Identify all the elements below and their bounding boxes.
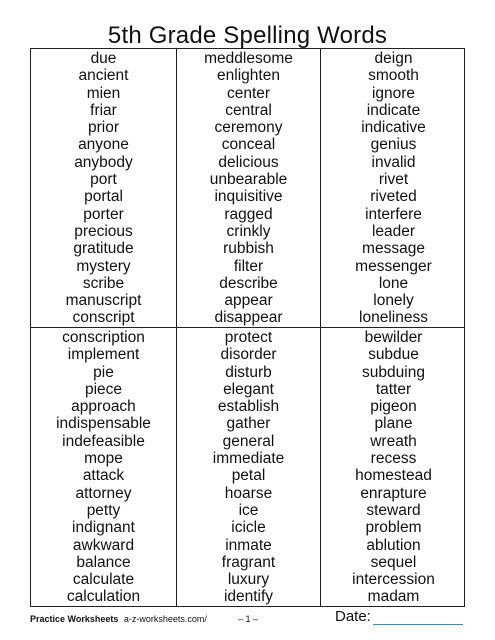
spelling-word: balance (76, 553, 131, 571)
spelling-word: inmate (225, 536, 272, 554)
spelling-word: meddlesome (204, 50, 293, 67)
spelling-word: ice (238, 501, 259, 519)
word-column-3 (321, 328, 466, 606)
spelling-word: gratitude (73, 240, 134, 258)
spelling-word: anybody (74, 153, 133, 171)
spelling-word: tatter (375, 380, 412, 398)
spelling-word: conceal (221, 136, 276, 154)
spelling-word: indefeasible (62, 432, 145, 450)
spelling-word: gather (226, 415, 271, 433)
spelling-word: describe (219, 274, 278, 292)
spelling-word: awkward (72, 536, 135, 554)
spelling-word: subduing (362, 363, 425, 381)
spelling-word: implement (67, 346, 140, 364)
spelling-word: wreath (370, 432, 417, 450)
spelling-word: conscript (72, 309, 135, 327)
spelling-word: pigeon (370, 398, 417, 416)
spelling-word: portal (84, 188, 123, 206)
spelling-word: indispensable (56, 415, 151, 433)
spelling-word: deign (374, 50, 413, 67)
spelling-word: riveted (370, 188, 417, 206)
spelling-word: manuscript (65, 292, 142, 310)
spelling-word: disorder (220, 346, 277, 364)
spelling-word: attack (82, 467, 125, 485)
spelling-word: general (222, 432, 275, 450)
spelling-word: messenger (355, 257, 432, 275)
spelling-word: ancient (78, 67, 129, 85)
spelling-word: rubbish (223, 240, 274, 258)
spelling-word: madam (367, 588, 420, 606)
spelling-word: elegant (223, 380, 274, 398)
spelling-word: message (362, 240, 425, 258)
spelling-word: disappear (214, 309, 283, 327)
spelling-word: hoarse (224, 484, 273, 502)
spelling-word: intercession (352, 571, 435, 589)
spelling-word: subdue (368, 346, 419, 364)
spelling-word: mien (86, 84, 121, 102)
spelling-word: sequel (370, 553, 417, 571)
date-field[interactable] (373, 624, 463, 625)
spelling-word: calculate (72, 571, 135, 589)
spelling-word: precious (74, 222, 133, 240)
spelling-word: enrapture (360, 484, 427, 502)
spelling-word: genius (370, 136, 417, 154)
word-section-bottom (30, 327, 465, 607)
spelling-word: attorney (75, 484, 132, 502)
spelling-word: homestead (355, 467, 432, 485)
date-label: Date: (335, 608, 371, 625)
spelling-word: indicative (361, 119, 426, 137)
word-column-2 (176, 328, 321, 606)
word-column-1 (31, 49, 176, 327)
spelling-word: indicate (366, 101, 421, 119)
spelling-word: protect (224, 329, 273, 346)
page-footer (30, 608, 465, 632)
spelling-word: central (225, 101, 272, 119)
spelling-word: luxury (227, 571, 270, 589)
spelling-word: plane (374, 415, 413, 433)
spelling-word: disturb (225, 363, 272, 381)
spelling-word: fragrant (221, 553, 276, 571)
spelling-word: friar (90, 101, 117, 119)
spelling-word: piece (84, 380, 123, 398)
footer-brand: Practice Worksheets (30, 614, 119, 624)
spelling-word: delicious (218, 153, 279, 171)
spelling-word: inquisitive (214, 188, 283, 206)
word-section-top (30, 48, 465, 328)
spelling-word: recess (370, 450, 417, 468)
spelling-word: anyone (78, 136, 129, 154)
spelling-word: immediate (212, 450, 285, 468)
spelling-word: smooth (368, 67, 419, 85)
spelling-word: enlighten (217, 67, 280, 85)
spelling-word: loneliness (359, 309, 428, 327)
spelling-word: leader (371, 222, 416, 240)
spelling-word: interfere (365, 205, 422, 223)
spelling-word: invalid (371, 153, 416, 171)
spelling-word: crinkly (226, 222, 271, 240)
footer-site-link[interactable]: a-z-worksheets.com/ (123, 614, 207, 624)
spelling-word: mope (84, 450, 123, 468)
spelling-word: problem (365, 519, 422, 537)
spelling-word: icicle (231, 519, 266, 537)
spelling-word: scribe (82, 274, 125, 292)
spelling-word: lonely (373, 292, 414, 310)
spelling-word: lone (378, 274, 409, 292)
spelling-word: establish (217, 398, 280, 416)
spelling-word: appear (224, 292, 273, 310)
spelling-word: ragged (224, 205, 273, 223)
spelling-word: indignant (72, 519, 135, 537)
spelling-word: ablution (366, 536, 421, 554)
spelling-word: due (90, 50, 117, 67)
spelling-word: pie (93, 363, 114, 381)
spelling-word: conscription (62, 329, 145, 346)
word-column-1 (31, 328, 176, 606)
spelling-word: center (226, 84, 271, 102)
spelling-word: steward (366, 501, 421, 519)
spelling-word: approach (71, 398, 136, 416)
word-grid (30, 48, 465, 607)
spelling-word: rivet (378, 171, 409, 189)
page-number: – 1 – (238, 614, 259, 624)
spelling-word: petty (86, 501, 121, 519)
spelling-word: ceremony (214, 119, 283, 137)
spelling-word: petal (231, 467, 266, 485)
spelling-word: bewilder (364, 329, 423, 346)
spelling-word: filter (233, 257, 264, 275)
word-column-2 (176, 49, 321, 327)
page-title: 5th Grade Spelling Words (107, 22, 388, 49)
spelling-word: calculation (66, 588, 141, 606)
spelling-word: port (90, 171, 117, 189)
spelling-word: prior (87, 119, 119, 137)
word-column-3 (321, 49, 466, 327)
spelling-word: ignore (371, 84, 416, 102)
spelling-word: unbearable (209, 171, 288, 189)
spelling-word: identify (223, 588, 274, 606)
spelling-word: mystery (76, 257, 131, 275)
spelling-word: porter (83, 205, 124, 223)
